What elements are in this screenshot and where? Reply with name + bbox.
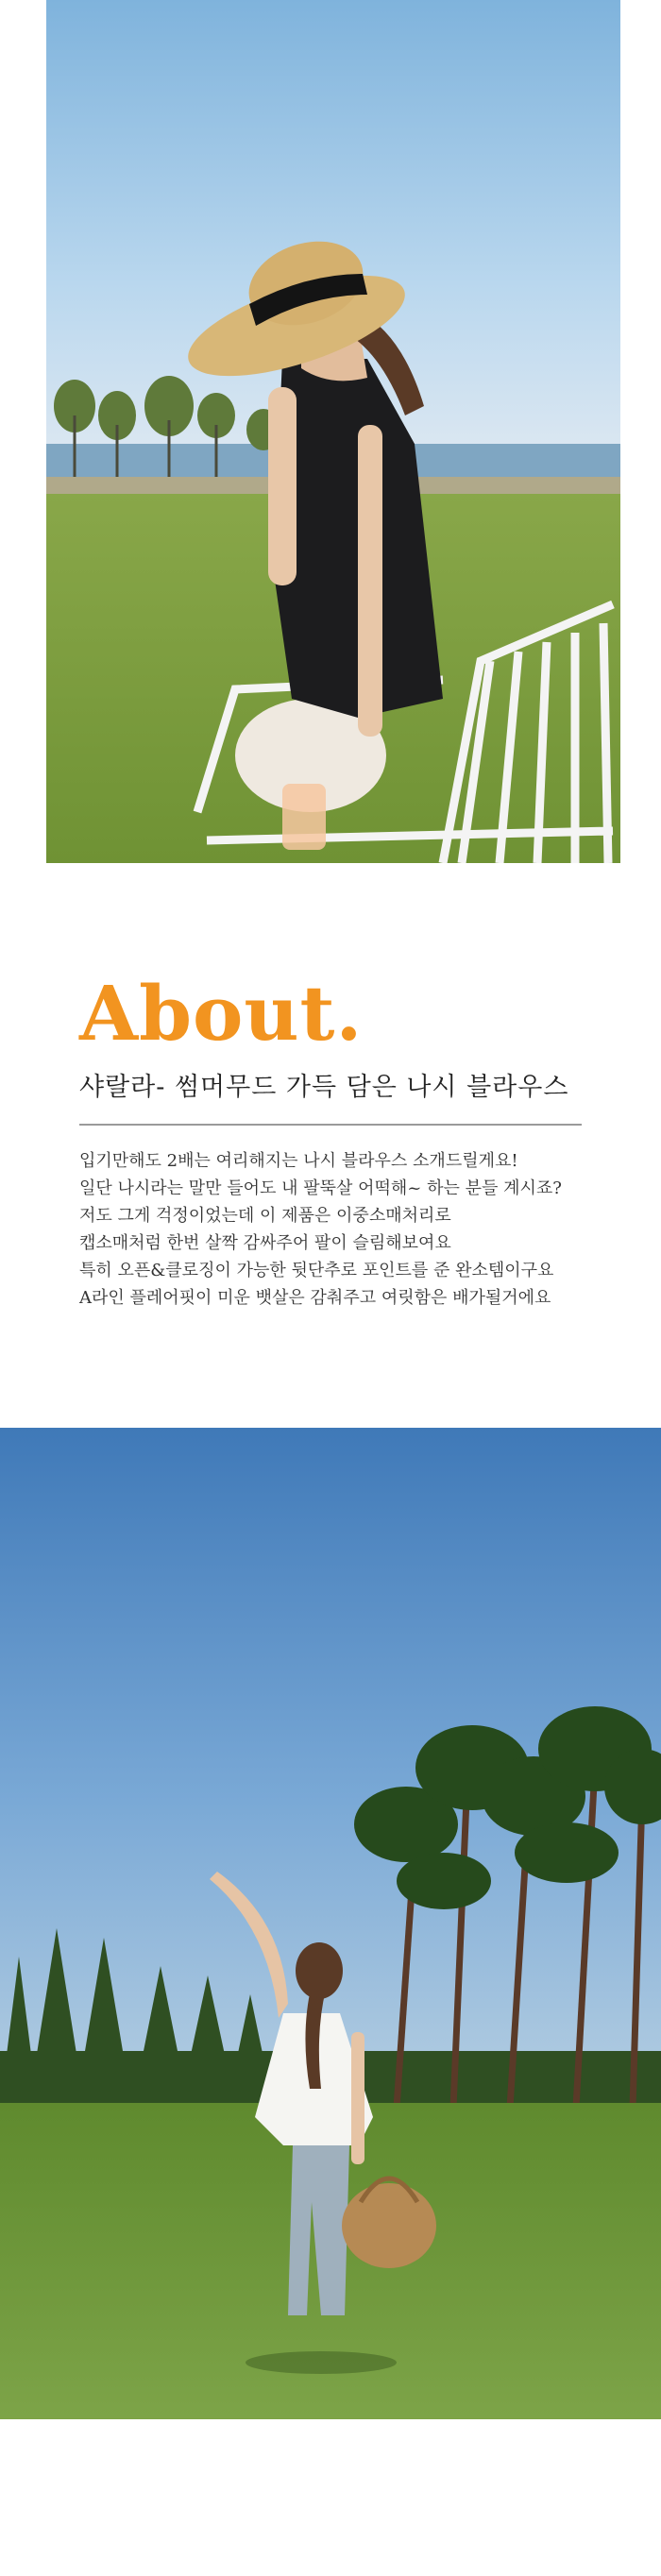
description-line: 특히 오픈&클로징이 가능한 뒷단추로 포인트를 준 완소템이구요	[79, 1261, 554, 1280]
product-photo-white-blouse	[0, 1428, 661, 2419]
description-line: A라인 플레어핏이 미운 뱃살은 감춰주고 여릿함은 배가될거에요	[79, 1288, 551, 1308]
description-line: 저도 그게 걱정이었는데 이 제품은 이중소매처리로	[79, 1206, 451, 1226]
about-subtitle: 샤랄라- 썸머무드 가득 담은 나시 블라우스	[79, 1073, 569, 1102]
about-title: About.	[79, 969, 364, 1058]
description-line: 입기만해도 2배는 여리해지는 나시 블라우스 소개드릴게요!	[79, 1151, 518, 1171]
description-line: 캡소매처럼 한번 살짝 감싸주어 팔이 슬림해보여요	[79, 1233, 451, 1253]
description-line: 일단 나시라는 말만 들어도 내 팔뚝살 어떡해~ 하는 분들 계시죠?	[79, 1178, 562, 1198]
photo-white-blouse-image	[0, 1428, 661, 2419]
about-description	[79, 1147, 608, 1312]
section-divider	[79, 1124, 582, 1126]
photo-black-blouse-image	[46, 0, 620, 863]
product-photo-black-blouse	[46, 0, 620, 863]
